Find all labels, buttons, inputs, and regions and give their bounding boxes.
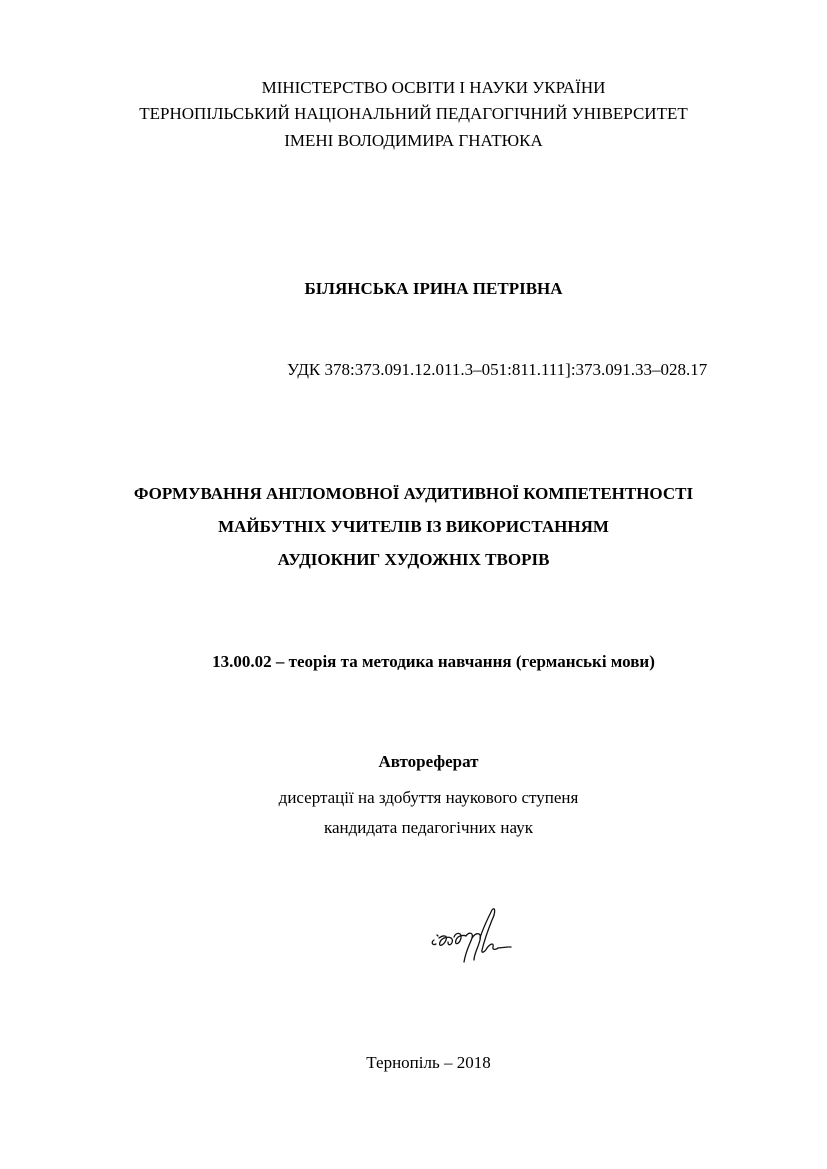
abstract-purpose-line-2: кандидата педагогічних наук — [324, 818, 533, 837]
ministry-name: МІНІСТЕРСТВО ОСВІТИ І НАУКИ УКРАЇНИ — [261, 78, 606, 97]
thesis-title-line-1: ФОРМУВАННЯ АНГЛОМОВНОЇ АУДИТИВНОЇ КОМПЕТЕНТНОСТІ — [133, 484, 694, 503]
thesis-title-line-2: МАЙБУТНІХ УЧИТЕЛІВ ІЗ ВИКОРИСТАННЯМ — [218, 517, 609, 536]
specialty-code: 13.00.02 – теорія та методика навчання (германські мови) — [212, 652, 655, 671]
abstract-purpose-line-1: дисертації на здобуття наукового ступеня — [278, 788, 579, 807]
udc-code: УДК 378:373.091.12.011.3‒051:811.111]:373.091.33‒028.17 — [287, 360, 708, 379]
abstract-heading: Автореферат — [378, 752, 479, 771]
author-name: БІЛЯНСЬКА ІРИНА ПЕТРІВНА — [304, 279, 563, 298]
city-year: Тернопіль – 2018 — [366, 1053, 491, 1072]
signature-icon — [428, 902, 518, 970]
university-name: ТЕРНОПІЛЬСЬКИЙ НАЦІОНАЛЬНИЙ ПЕДАГОГІЧНИЙ УНІВЕРСИТЕТ — [139, 104, 688, 123]
university-named-after: ІМЕНІ ВОЛОДИМИРА ГНАТЮКА — [284, 131, 543, 150]
thesis-title-line-3: АУДІОКНИГ ХУДОЖНІХ ТВОРІВ — [277, 550, 550, 569]
